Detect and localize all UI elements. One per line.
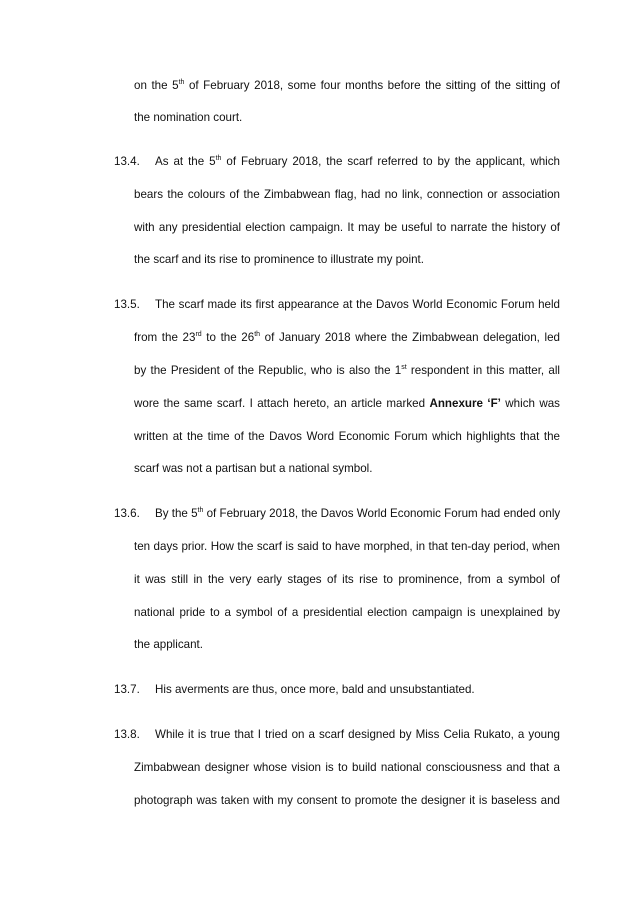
paragraph-line: His averments are thus, once more, bald and unsubstantiated.	[155, 683, 475, 696]
paragraph-number: 13.5.	[114, 298, 140, 311]
annexure-reference: Annexure ‘F’	[429, 397, 501, 410]
paragraph-line: Zimbabwean designer whose vision is to build national consciousness and that a	[134, 761, 560, 774]
paragraph-number: 13.4.	[114, 155, 140, 168]
paragraph-line: scarf was not a partisan but a national symbol.	[134, 462, 373, 475]
intro-line-2: the nomination court.	[134, 111, 243, 124]
paragraph-line: national pride to a symbol of a presidential election campaign is unexplained by	[134, 606, 560, 619]
paragraph-number: 13.7.	[114, 683, 140, 696]
paragraph-line: photograph was taken with my consent to promote the designer it is baseless and	[134, 794, 560, 807]
paragraph-line: from the 23rd to the 26th of January 2018 where the Zimbabwean delegation, led	[134, 331, 560, 344]
superscript: th	[178, 79, 185, 86]
paragraph-line: the scarf and its rise to prominence to illustrate my point.	[134, 253, 424, 266]
paragraph-line: with any presidential election campaign. It may be useful to narrate the history of	[134, 221, 560, 234]
intro-line-1: on the 5th of February 2018, some four months before the sitting of the sitting of	[134, 79, 560, 92]
paragraph-line: While it is true that I tried on a scarf designed by Miss Celia Rukato, a young	[155, 728, 560, 741]
paragraph-line: The scarf made its first appearance at the Davos World Economic Forum held	[155, 298, 560, 311]
paragraph-line: ten days prior. How the scarf is said to have morphed, in that ten-day period, when	[134, 540, 560, 553]
paragraph-line: As at the 5th of February 2018, the scarf referred to by the applicant, which	[155, 155, 560, 168]
paragraph-line: the applicant.	[134, 638, 203, 651]
superscript: rd	[195, 331, 202, 338]
paragraph-line: written at the time of the Davos Word Economic Forum which highlights that the	[134, 430, 560, 443]
paragraph-line: wore the same scarf. I attach hereto, an article marked Annexure ‘F’ which was	[134, 397, 560, 410]
paragraph-number: 13.6.	[114, 507, 140, 520]
superscript: th	[215, 155, 222, 162]
superscript: th	[197, 507, 204, 514]
superscript: th	[254, 331, 261, 338]
paragraph-line: it was still in the very early stages of its rise to prominence, from a symbol of	[134, 573, 560, 586]
paragraph-number: 13.8.	[114, 728, 140, 741]
paragraph-line: By the 5th of February 2018, the Davos World Economic Forum had ended only	[155, 507, 561, 520]
superscript: st	[401, 364, 407, 371]
paragraph-line: by the President of the Republic, who is also the 1st respondent in this matter, all	[134, 364, 560, 377]
paragraph-line: bears the colours of the Zimbabwean flag, had no link, connection or association	[134, 188, 560, 201]
